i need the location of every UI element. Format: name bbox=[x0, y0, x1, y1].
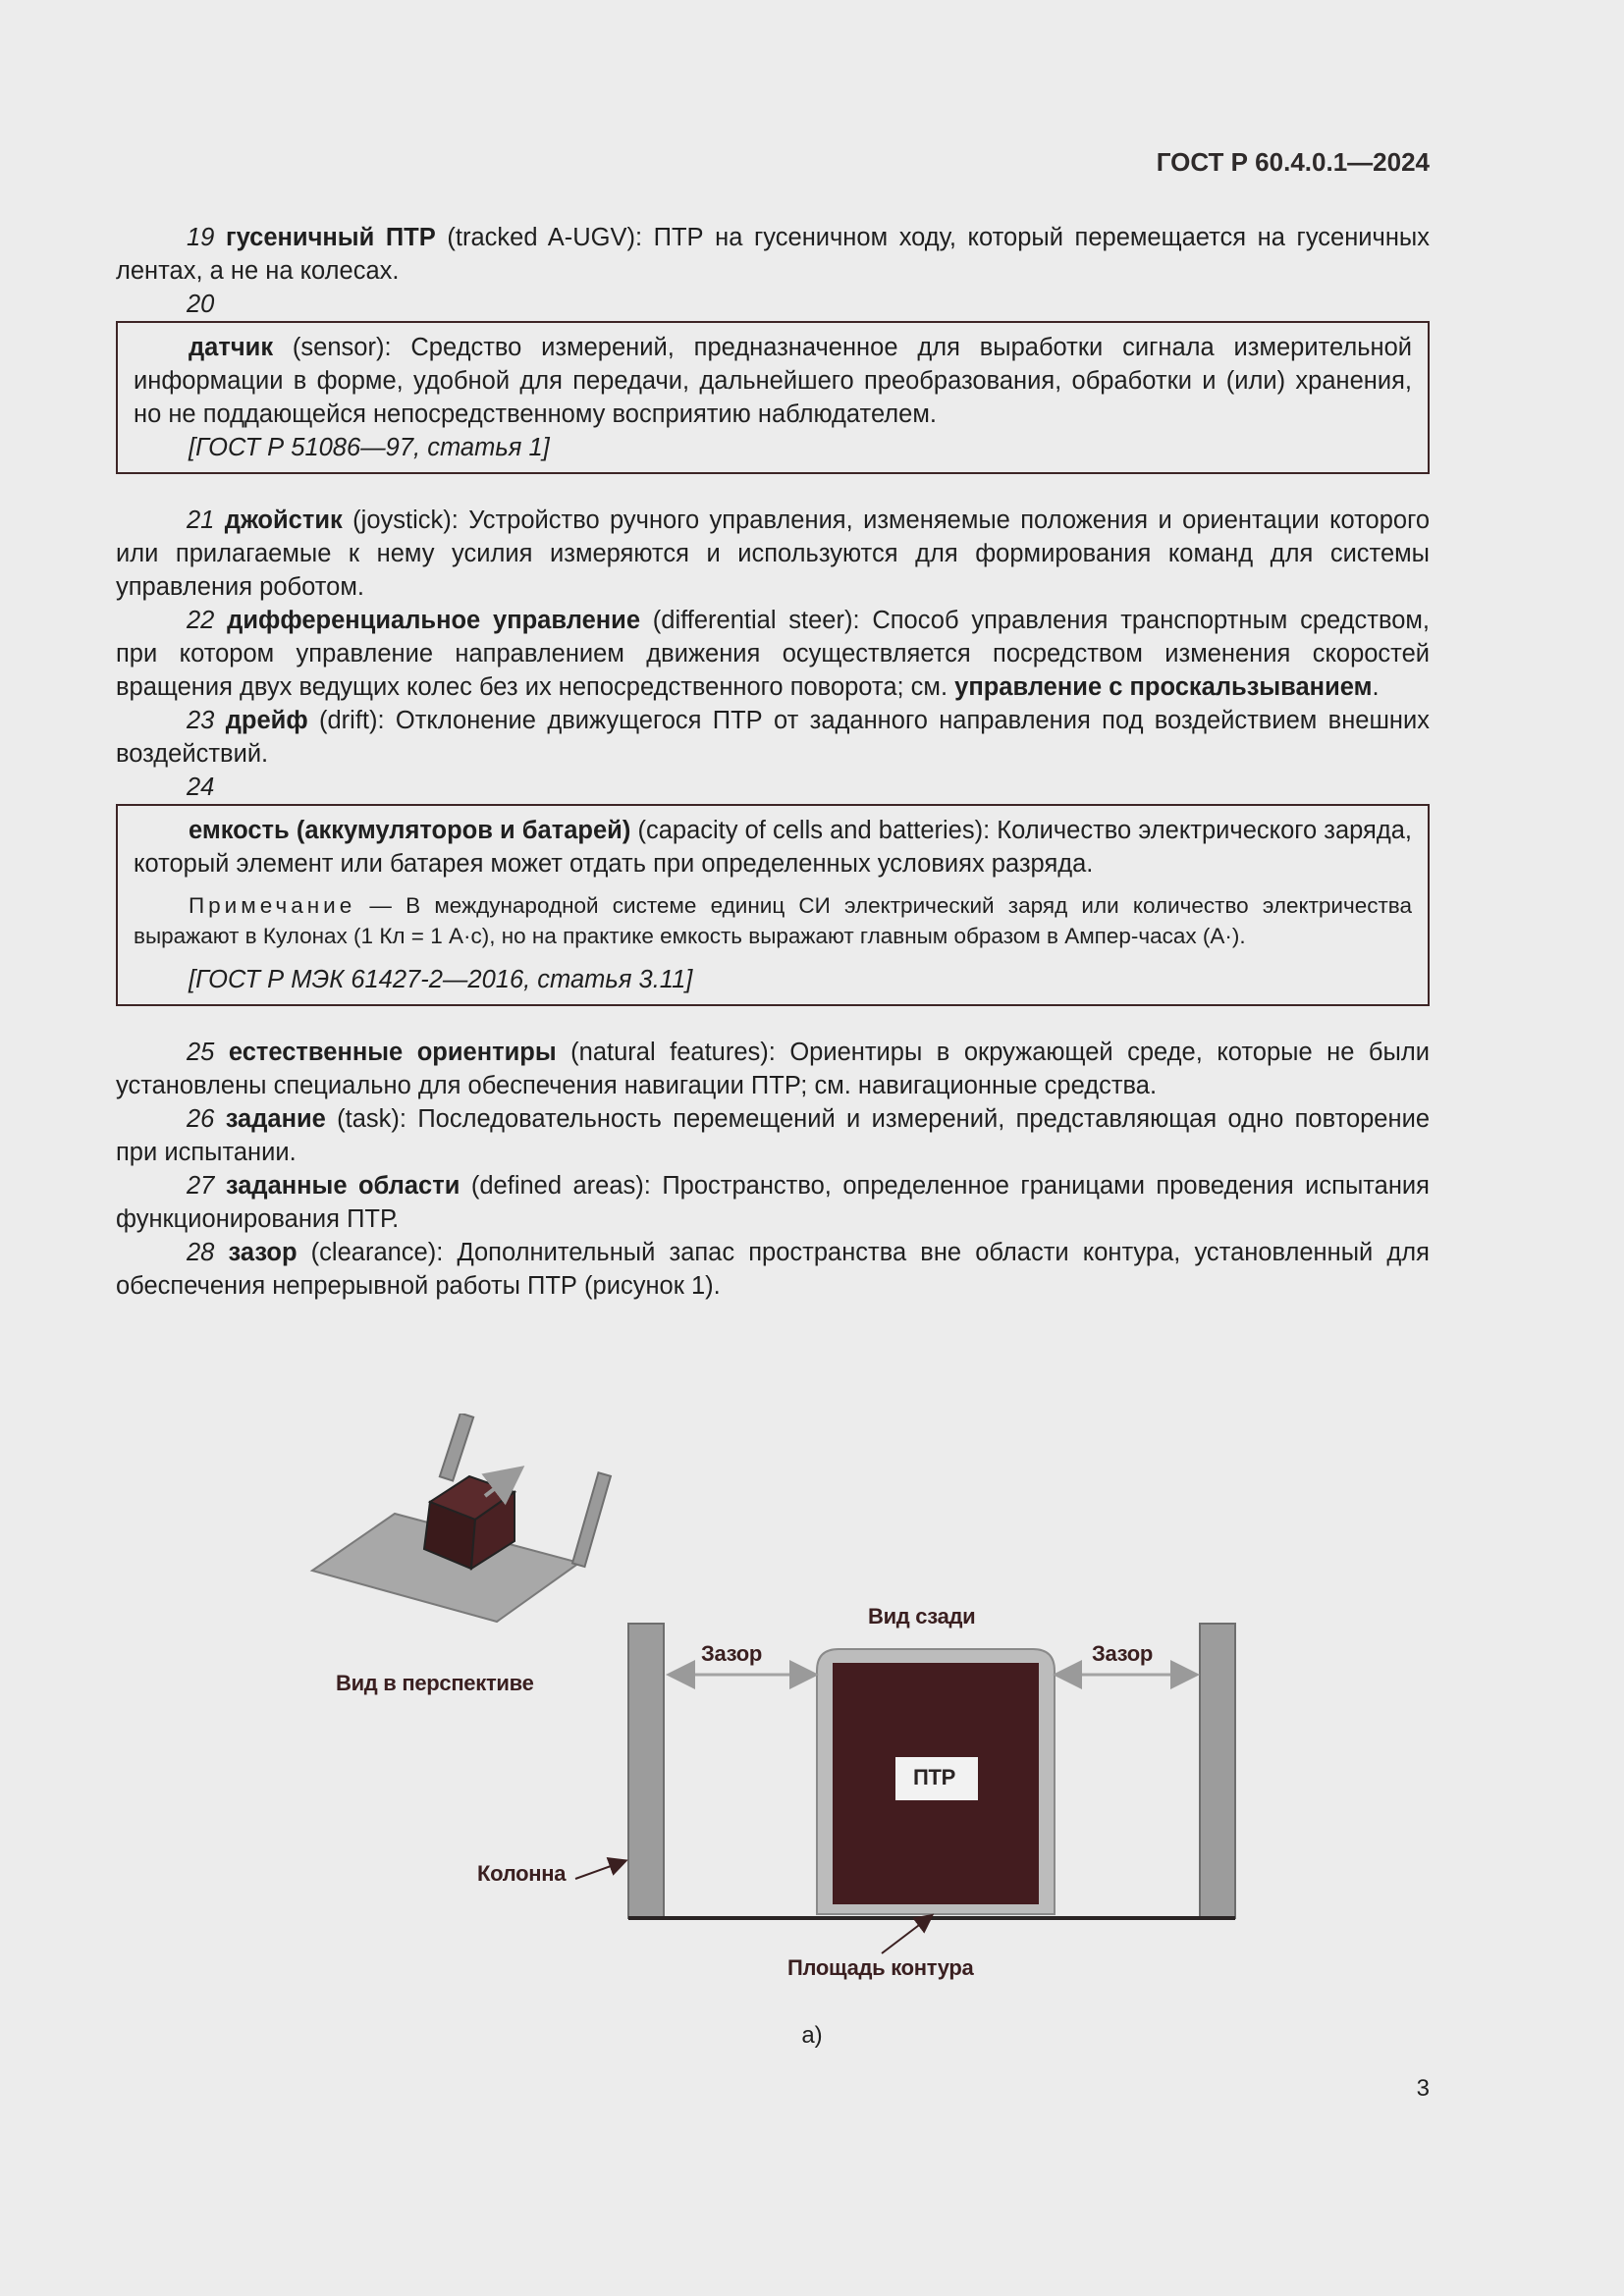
term-definition: (sensor): Средство измерений, предназначенное для выработки сигнала измерительной информации в форме, удобной для передачи, дальнейшего преобразования, обработки и (или) хранения, но не поддающейся непосредственному восприятию наблюдателем. bbox=[134, 334, 1412, 428]
document-id: ГОСТ Р 60.4.0.1—2024 bbox=[1156, 147, 1430, 177]
term-name: гусеничный ПТР bbox=[225, 224, 436, 251]
perspective-column-left bbox=[440, 1414, 473, 1480]
term-name: дрейф bbox=[225, 707, 308, 734]
term-number: 23 bbox=[187, 707, 215, 734]
quoted-term-box bbox=[116, 804, 1430, 1006]
term-definition: (defined areas): Пространство, определенное границами проведения испытания функционирования ПТР. bbox=[116, 1172, 1430, 1233]
term-27 bbox=[116, 1169, 1430, 1236]
term-22 bbox=[116, 604, 1430, 704]
term-name: дифференциальное управление bbox=[227, 607, 641, 634]
term-number: 26 bbox=[187, 1105, 215, 1133]
clearance-label-left: Зазор bbox=[701, 1641, 763, 1666]
term-24 bbox=[134, 814, 1412, 881]
clearance-figure bbox=[295, 1414, 1257, 2061]
term-name: естественные ориентиры bbox=[228, 1039, 557, 1066]
note-label: Примечание bbox=[189, 893, 356, 918]
term-name: датчик bbox=[189, 334, 274, 361]
figure-caption: а) bbox=[801, 2022, 823, 2049]
term-20 bbox=[134, 331, 1412, 431]
term-definition: (drift): Отклонение движущегося ПТР от заданного направления под воздействием внешних воздействий. bbox=[116, 707, 1430, 768]
term-19 bbox=[116, 221, 1430, 288]
term-definition: (clearance): Дополнительный запас пространства вне области контура, установленный для обеспечения непрерывной работы ПТР (рисунок 1). bbox=[116, 1239, 1430, 1300]
term-number: 20 bbox=[187, 291, 215, 318]
term-name: задание bbox=[225, 1105, 326, 1133]
contour-pointer bbox=[882, 1916, 931, 1953]
term-number: 21 bbox=[187, 507, 215, 534]
term-number: 19 bbox=[187, 224, 215, 251]
term-26 bbox=[116, 1102, 1430, 1169]
term-definition: (task): Последовательность перемещений и измерений, представляющая одно повторение при испытании. bbox=[116, 1105, 1430, 1166]
term-23 bbox=[116, 704, 1430, 771]
note-text: — В международной системе единиц СИ электрический заряд или количество электричества выражают в Кулонах (1 Кл = 1 А·с), но на практике емкость выражают главным образом в Ампер-часах (А·). bbox=[134, 893, 1412, 948]
quoted-term-box bbox=[116, 321, 1430, 474]
term-end: . bbox=[1372, 673, 1380, 701]
term-definition: (natural features): Ориентиры в окружающей среде, которые не были установлены специально для обеспечения навигации ПТР; см. навигационные средства. bbox=[116, 1039, 1430, 1099]
term-number: 27 bbox=[187, 1172, 215, 1200]
term-name: емкость (аккумуляторов и батарей) bbox=[189, 817, 631, 844]
term-definition: (differential steer): Способ управления транспортным средством, при котором управление направлением движения осуществляется посредством изменения скоростей вращения двух ведущих колес без их непосредственного поворота; см. bbox=[116, 607, 1431, 701]
term-source: [ГОСТ Р 51086—97, статья 1] bbox=[189, 434, 550, 461]
term-25 bbox=[116, 1036, 1430, 1102]
term-note bbox=[134, 890, 1412, 951]
term-number: 24 bbox=[187, 774, 215, 801]
perspective-label: Вид в перспективе bbox=[336, 1671, 534, 1695]
clearance-diagram bbox=[295, 1414, 1257, 2022]
term-name: зазор bbox=[228, 1239, 298, 1266]
column-left-shape bbox=[628, 1624, 664, 1918]
term-source: [ГОСТ Р МЭК 61427-2—2016, статья 3.11] bbox=[189, 966, 693, 993]
term-number: 28 bbox=[187, 1239, 215, 1266]
term-definition: (joystick): Устройство ручного управления, изменяемые положения и ориентации которого или прилагаемые к нему усилия измеряются и используются для формирования команд для системы управления роботом. bbox=[116, 507, 1431, 601]
column-pointer bbox=[575, 1861, 624, 1879]
clearance-label-right: Зазор bbox=[1092, 1641, 1154, 1666]
term-21 bbox=[116, 504, 1430, 604]
rear-view-label: Вид сзади bbox=[868, 1604, 976, 1629]
contour-label: Площадь контура bbox=[787, 1955, 974, 1980]
term-number: 25 bbox=[187, 1039, 215, 1066]
column-label: Колонна bbox=[477, 1861, 567, 1886]
term-definition: (capacity of cells and batteries): Количество электрического заряда, который элемент или батарея может отдать при определенных условиях разряда. bbox=[134, 817, 1413, 878]
term-name: заданные области bbox=[225, 1172, 460, 1200]
term-name: джойстик bbox=[224, 507, 343, 534]
term-cross-reference: управление с проскальзыванием bbox=[954, 673, 1373, 701]
perspective-column-right bbox=[572, 1472, 611, 1567]
term-28 bbox=[116, 1236, 1430, 1303]
column-right-shape bbox=[1200, 1624, 1235, 1918]
robot-label: ПТР bbox=[913, 1765, 956, 1789]
rear-view bbox=[575, 1624, 1235, 1953]
term-definition: (tracked A-UGV): ПТР на гусеничном ходу, который перемещается на гусеничных лентах, а не на колесах. bbox=[116, 224, 1430, 285]
page-number: 3 bbox=[1416, 2075, 1430, 2102]
term-list bbox=[116, 221, 1430, 1303]
perspective-view bbox=[312, 1414, 611, 1622]
term-number: 22 bbox=[187, 607, 215, 634]
